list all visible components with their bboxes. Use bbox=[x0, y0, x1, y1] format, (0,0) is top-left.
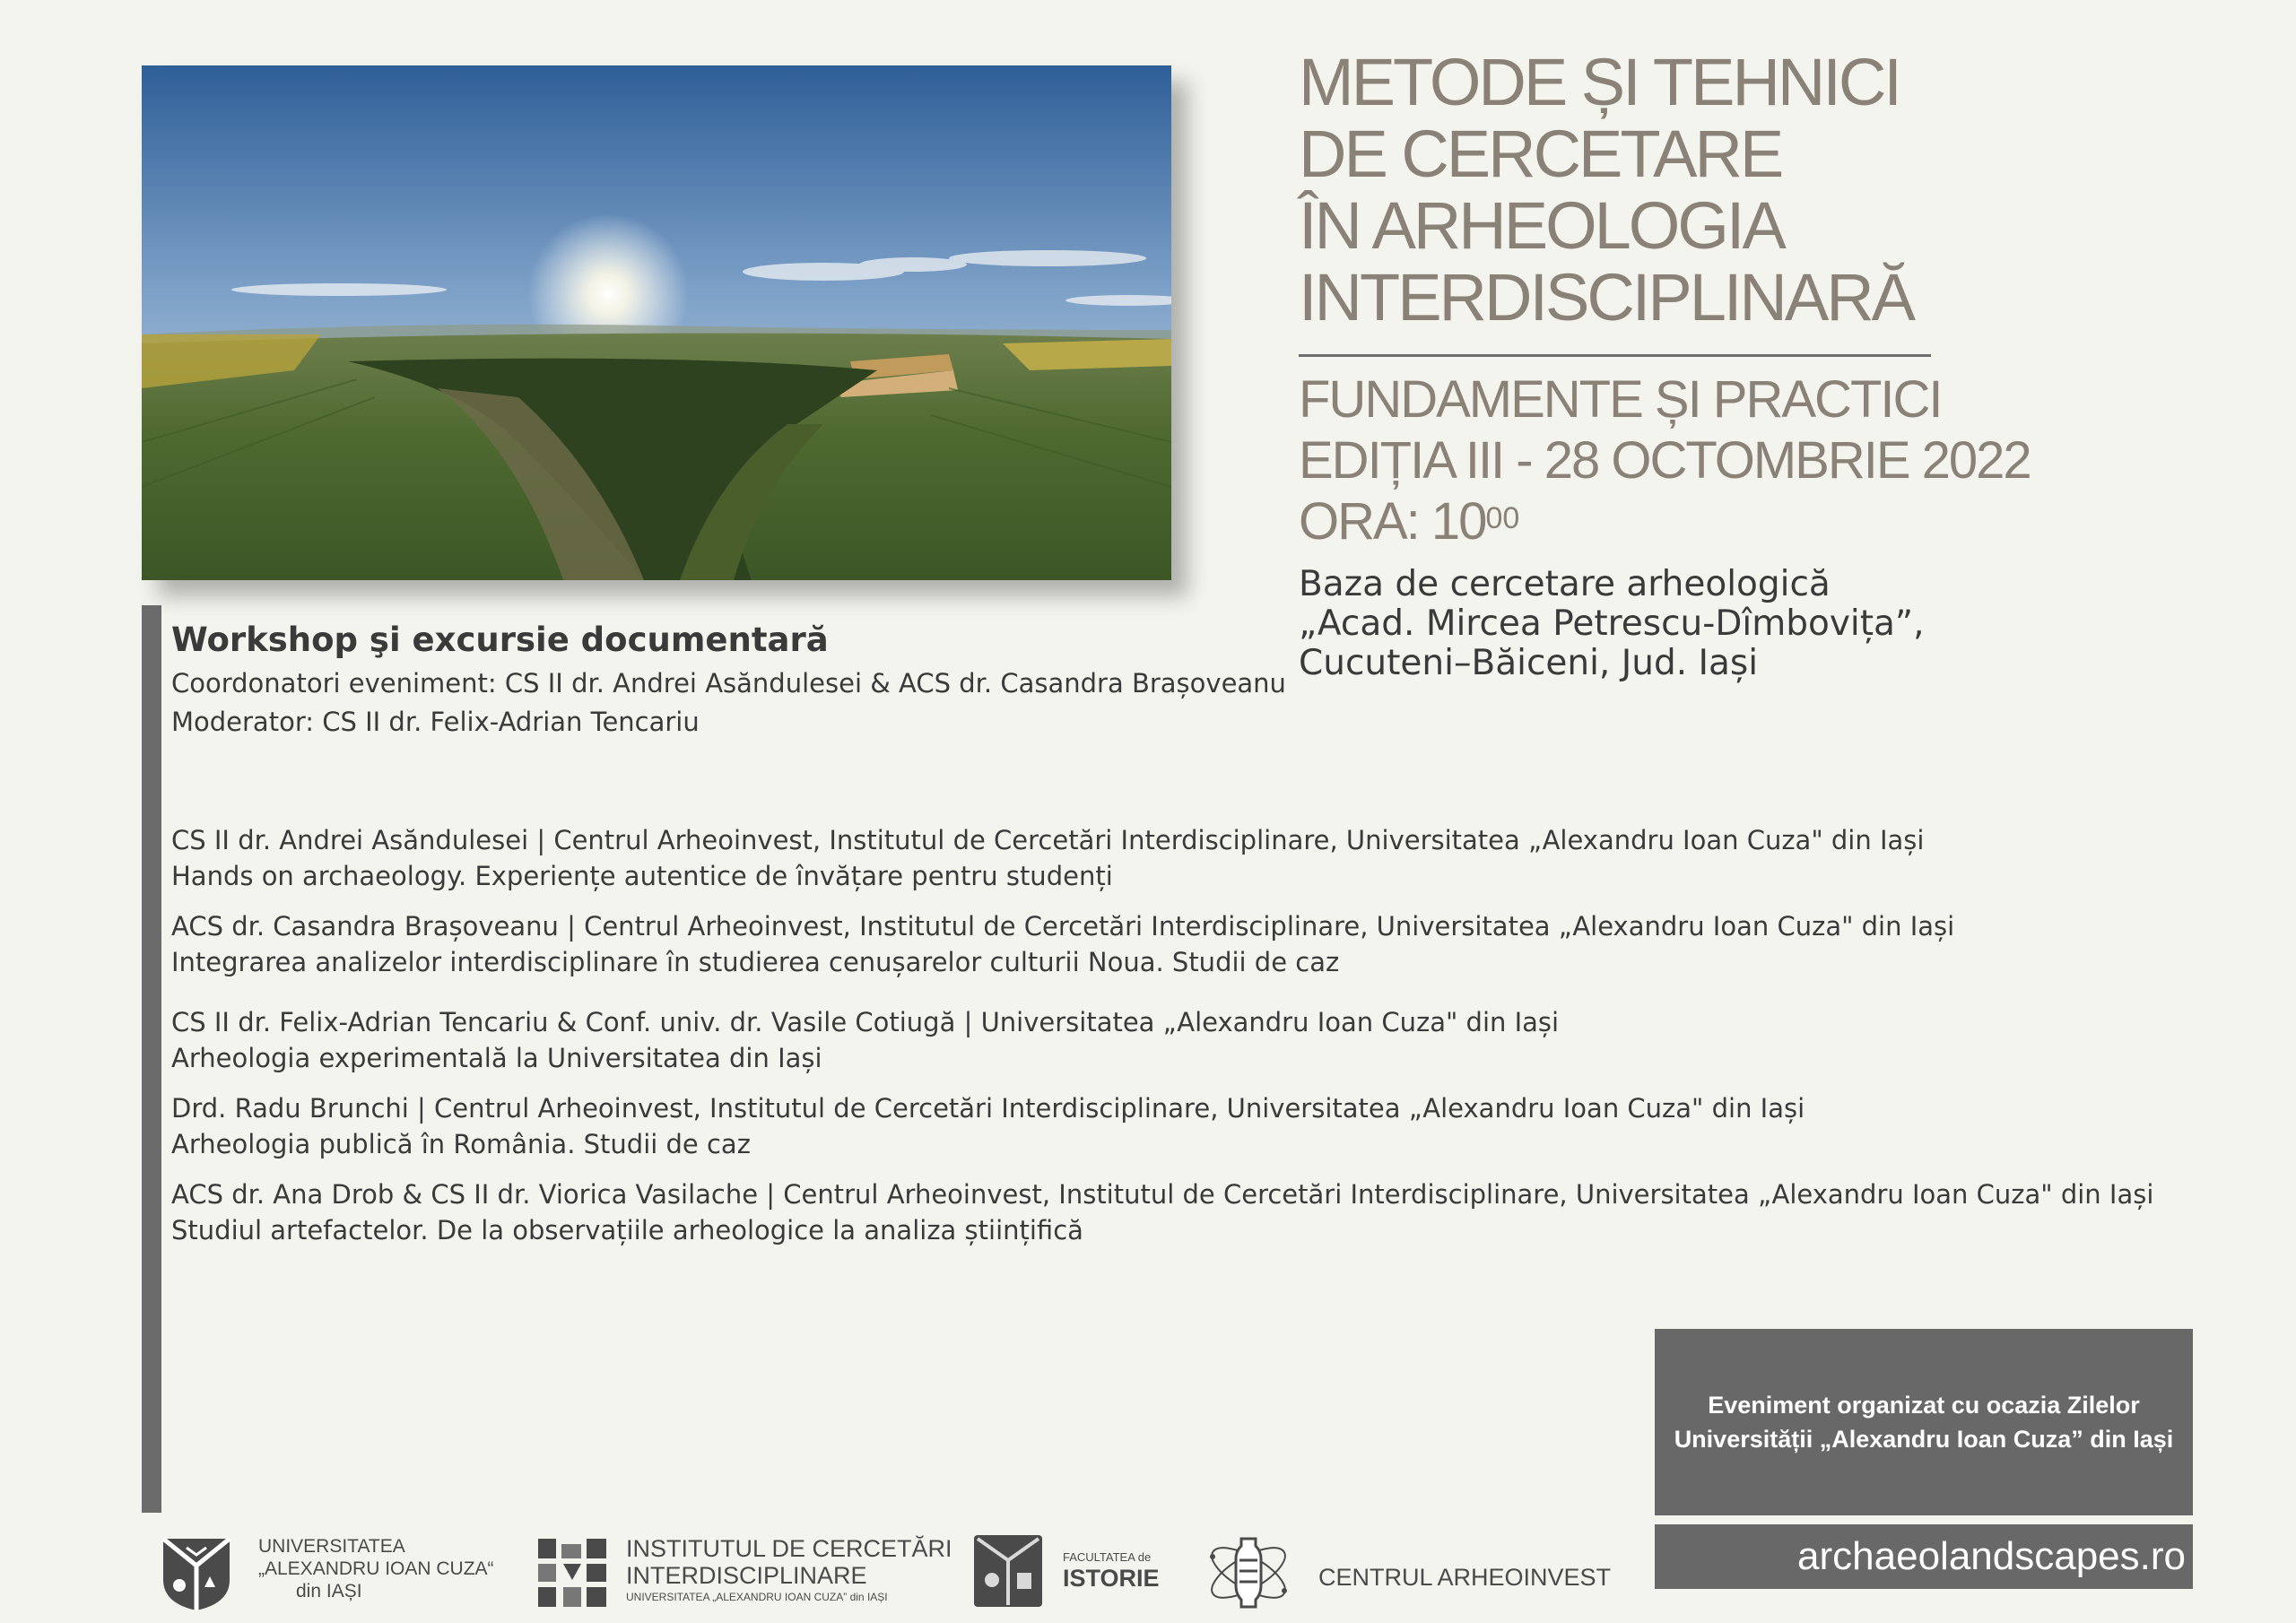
workshop-heading: Workshop şi excursie documentară bbox=[171, 621, 829, 659]
arheoinvest-emblem-icon bbox=[1202, 1530, 1295, 1616]
logo-uaic-line-2: „ALEXANDRU IOAN CUZA“ bbox=[258, 1558, 494, 1579]
event-time bbox=[1299, 491, 2285, 552]
talk-speaker: Drd. Radu Brunchi | Centrul Arheoinvest, Institutul de Cercetări Interdisciplinare, Universitatea „Alexandru Ioan Cuza" din Iași bbox=[171, 1093, 1805, 1124]
location-line-3: Cucuteni–Băiceni, Jud. Iași bbox=[1299, 643, 1759, 683]
talk-topic: Hands on archaeology. Experiențe autentice de învățare pentru studenți bbox=[171, 861, 1113, 891]
talk-item bbox=[171, 908, 1954, 980]
event-occasion-line-1: Eveniment organizat cu ocazia Zilelor bbox=[1708, 1392, 2140, 1419]
accent-bar bbox=[142, 605, 161, 1513]
title-line-2: DE CERCETARE bbox=[1299, 117, 1782, 191]
talk-topic: Arheologia experimentală la Universitatea din Iași bbox=[171, 1043, 822, 1073]
institute-emblem-icon bbox=[535, 1535, 610, 1610]
logo-uaic-line-1: UNIVERSITATEA bbox=[258, 1536, 405, 1557]
talk-speaker: ACS dr. Ana Drob & CS II dr. Viorica Vasilache | Centrul Arheoinvest, Institutul de Cercetări Interdisciplinare, Universitatea „Alexandru Ioan Cuza" din Iași bbox=[171, 1179, 2154, 1210]
workshop-coordinators: Coordonatori eveniment: CS II dr. Andrei Asăndulesei & ACS dr. Casandra Brașoveanu bbox=[171, 668, 1286, 699]
logo-institute bbox=[626, 1535, 952, 1605]
logo-institute-line-1: INSTITUTUL DE CERCETĂRI bbox=[626, 1535, 952, 1562]
logo-history-line-1: FACULTATEA de bbox=[1063, 1550, 1152, 1564]
university-crest-icon bbox=[160, 1535, 233, 1612]
page-title bbox=[1299, 47, 2285, 334]
location-line-2: „Acad. Mircea Petrescu-Dîmbovița”, bbox=[1299, 603, 1925, 644]
event-occasion-box bbox=[1655, 1329, 2193, 1515]
event-location bbox=[1299, 565, 2285, 683]
history-faculty-crest-icon bbox=[972, 1533, 1044, 1609]
talk-item bbox=[171, 1176, 2153, 1248]
talk-topic: Studiul artefactelor. De la observațiile arheologice la analiza științifică bbox=[171, 1215, 1083, 1245]
event-time-minutes: 00 bbox=[1485, 501, 1520, 535]
logo-history bbox=[1063, 1549, 1160, 1591]
landscape-photo bbox=[142, 65, 1171, 580]
talk-speaker: CS II dr. Andrei Asăndulesei | Centrul Arheoinvest, Institutul de Cercetări Interdisciplinare, Universitatea „Alexandru Ioan Cuza" din Iași bbox=[171, 825, 1925, 855]
talk-item bbox=[171, 822, 1924, 894]
title-line-4: INTERDISCIPLINARĂ bbox=[1299, 260, 1914, 334]
logo-uaic bbox=[258, 1535, 494, 1602]
talk-item bbox=[171, 1090, 1805, 1162]
logo-arheoinvest: CENTRUL ARHEOINVEST bbox=[1318, 1564, 1612, 1591]
website-link[interactable]: archaeolandscapes.ro bbox=[1655, 1524, 2193, 1589]
event-occasion-line-2: Universității „Alexandru Ioan Cuza” din Iași bbox=[1674, 1426, 2174, 1453]
logo-uaic-line-3: din IAȘI bbox=[296, 1581, 362, 1601]
location-line-1: Baza de cercetare arheologică bbox=[1299, 564, 1831, 604]
talk-speaker: ACS dr. Casandra Brașoveanu | Centrul Arheoinvest, Institutul de Cercetări Interdisciplinare, Universitatea „Alexandru Ioan Cuza" din Iași bbox=[171, 911, 1955, 942]
workshop-moderator: Moderator: CS II dr. Felix-Adrian Tencariu bbox=[171, 707, 700, 737]
event-time-label: ORA: 10 bbox=[1299, 492, 1486, 551]
title-line-1: METODE ȘI TEHNICI bbox=[1299, 45, 1900, 119]
logo-history-line-2: ISTORIE bbox=[1063, 1565, 1160, 1592]
subtitle-line-1: FUNDAMENTE ȘI PRACTICI bbox=[1299, 370, 1942, 429]
talk-item bbox=[171, 1004, 1559, 1076]
talk-topic: Integrarea analizelor interdisciplinare în studierea cenușarelor culturii Noua. Studii de caz bbox=[171, 947, 1340, 977]
title-line-3: ÎN ARHEOLOGIA bbox=[1299, 188, 1784, 263]
logo-institute-line-3: UNIVERSITATEA „ALEXANDRU IOAN CUZA” din IAȘI bbox=[626, 1591, 888, 1603]
logo-institute-line-2: INTERDISCIPLINARE bbox=[626, 1562, 867, 1589]
subtitle bbox=[1299, 369, 2285, 552]
title-divider bbox=[1299, 354, 1931, 357]
edition-date: EDIȚIA III - 28 OCTOMBRIE 2022 bbox=[1299, 431, 2031, 490]
talk-speaker: CS II dr. Felix-Adrian Tencariu & Conf. univ. dr. Vasile Cotiugă | Universitatea „Alexandru Ioan Cuza" din Iași bbox=[171, 1007, 1560, 1037]
talk-topic: Arheologia publică în România. Studii de caz bbox=[171, 1129, 751, 1159]
